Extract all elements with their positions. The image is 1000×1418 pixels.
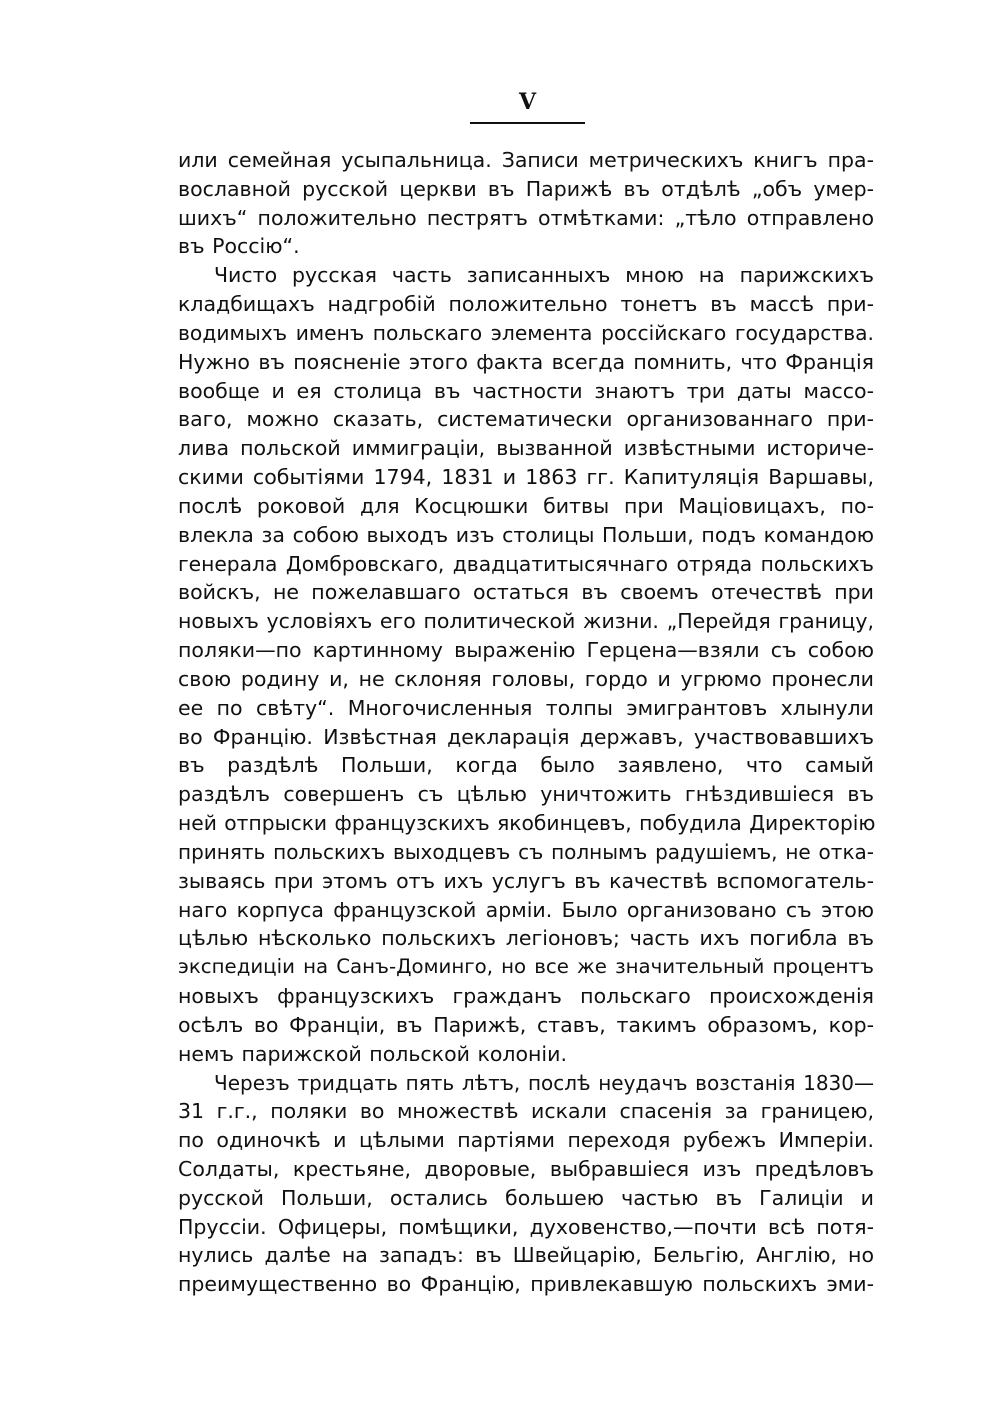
text-line: въ Россію“. xyxy=(178,234,300,259)
text-line: лива польской иммиграціи, вызванной извѣстными историче- xyxy=(178,436,874,461)
text-line: скими событіями 1794, 1831 и 1863 гг. Капитуляція Варшавы, xyxy=(178,465,874,490)
text-line: раздѣлъ совершенъ съ цѣлью уничтожить гнѣздившіеся въ xyxy=(178,782,874,807)
text-line: экспедиціи на Санъ-Доминго, но все же значительный процентъ xyxy=(178,955,874,979)
text-line: вообще и ея столица въ частности знаютъ три даты массо- xyxy=(178,378,874,403)
text-line: ваго, можно сказать, систематически организованнаго при- xyxy=(178,407,874,432)
text-line: водимыхъ именъ польскаго элемента россійскаго государства. xyxy=(178,320,874,345)
text-line: Пруссіи. Офицеры, помѣщики, духовенство,—почти всѣ потя- xyxy=(178,1214,874,1239)
text-line: вославной русской церкви въ Парижѣ въ отдѣлѣ „объ умер- xyxy=(178,176,874,201)
text-line: Черезъ тридцать пять лѣтъ, послѣ неудачъ возстанія 1830— xyxy=(214,1070,874,1095)
text-line: принять польскихъ выходцевъ съ полнымъ радушіемъ, не отка- xyxy=(178,839,874,864)
text-line: кладбищахъ надгробій положительно тонетъ въ массѣ при- xyxy=(178,292,874,317)
text-line: русской Польши, остались большею частью въ Галиціи и xyxy=(178,1185,874,1210)
text-line: ней отпрыски французскихъ якобинцевъ, побудила Директорію xyxy=(178,811,876,836)
header-rule xyxy=(470,122,585,124)
text-line: во Францію. Извѣстная декларація державъ, участвовавшихъ xyxy=(178,724,874,749)
text-line: Солдаты, крестьяне, дворовые, выбравшіеся изъ предѣловъ xyxy=(178,1156,874,1181)
text-line: немъ парижской польской колоніи. xyxy=(178,1041,567,1066)
text-line: войскъ, не пожелавшаго остаться въ своемъ отечествѣ при xyxy=(178,580,874,605)
text-line: свою родину и, не склоняя головы, гордо и угрюмо пронесли xyxy=(178,666,874,691)
text-line: наго корпуса французской арміи. Было организовано съ этою xyxy=(178,897,874,922)
text-line: преимущественно во Францію, привлекавшую польскихъ эми- xyxy=(178,1272,874,1297)
text-line: генерала Домбровскаго, двадцатитысячнаго отряда польскихъ xyxy=(178,551,874,576)
text-line: зываясь при этомъ отъ ихъ услугъ въ качествѣ вспомогатель- xyxy=(178,868,874,893)
text-line: шихъ“ положительно пестрятъ отмѣтками: „тѣло отправлено xyxy=(178,205,874,230)
text-line: поляки—по картинному выраженію Герцена—взяли съ собою xyxy=(178,638,874,663)
text-line: Нужно въ поясненіе этого факта всегда помнить, что Францiя xyxy=(178,349,874,374)
page-number: V xyxy=(518,89,537,115)
text-line: Чисто русская часть записанныхъ мною на парижскихъ xyxy=(214,263,874,288)
text-line: новыхъ условіяхъ его политической жизни. „Перейдя границу, xyxy=(178,609,874,634)
text-line: нулись далѣе на западъ: въ Швейцарію, Бельгію, Англію, но xyxy=(178,1243,874,1268)
body-text xyxy=(178,146,874,1299)
text-line: новыхъ французскихъ гражданъ польскаго происхожденія xyxy=(178,984,874,1009)
text-line: или семейная усыпальница. Записи метрическихъ книгъ пра- xyxy=(178,148,874,172)
text-line: цѣлью нѣсколько польскихъ легіоновъ; часть ихъ погибла въ xyxy=(178,926,874,951)
text-line: 31 г.г., поляки во множествѣ искали спасенія за границею, xyxy=(178,1099,874,1124)
text-line: влекла за собою выходъ изъ столицы Польши, подъ командою xyxy=(178,522,874,547)
text-line: послѣ роковой для Косцюшки битвы при Маціовицахъ, по- xyxy=(178,493,874,518)
text-line: ее по свѣту“. Многочисленныя толпы эмигрантовъ хлынули xyxy=(178,695,874,720)
text-line: осѣлъ во Франціи, въ Парижѣ, ставъ, такимъ образомъ, кор- xyxy=(178,1012,874,1037)
text-line: въ раздѣлѣ Польши, когда было заявлено, что самый xyxy=(178,753,874,778)
text-line: по одиночкѣ и цѣлыми партіями переходя рубежъ Имперіи. xyxy=(178,1128,874,1153)
